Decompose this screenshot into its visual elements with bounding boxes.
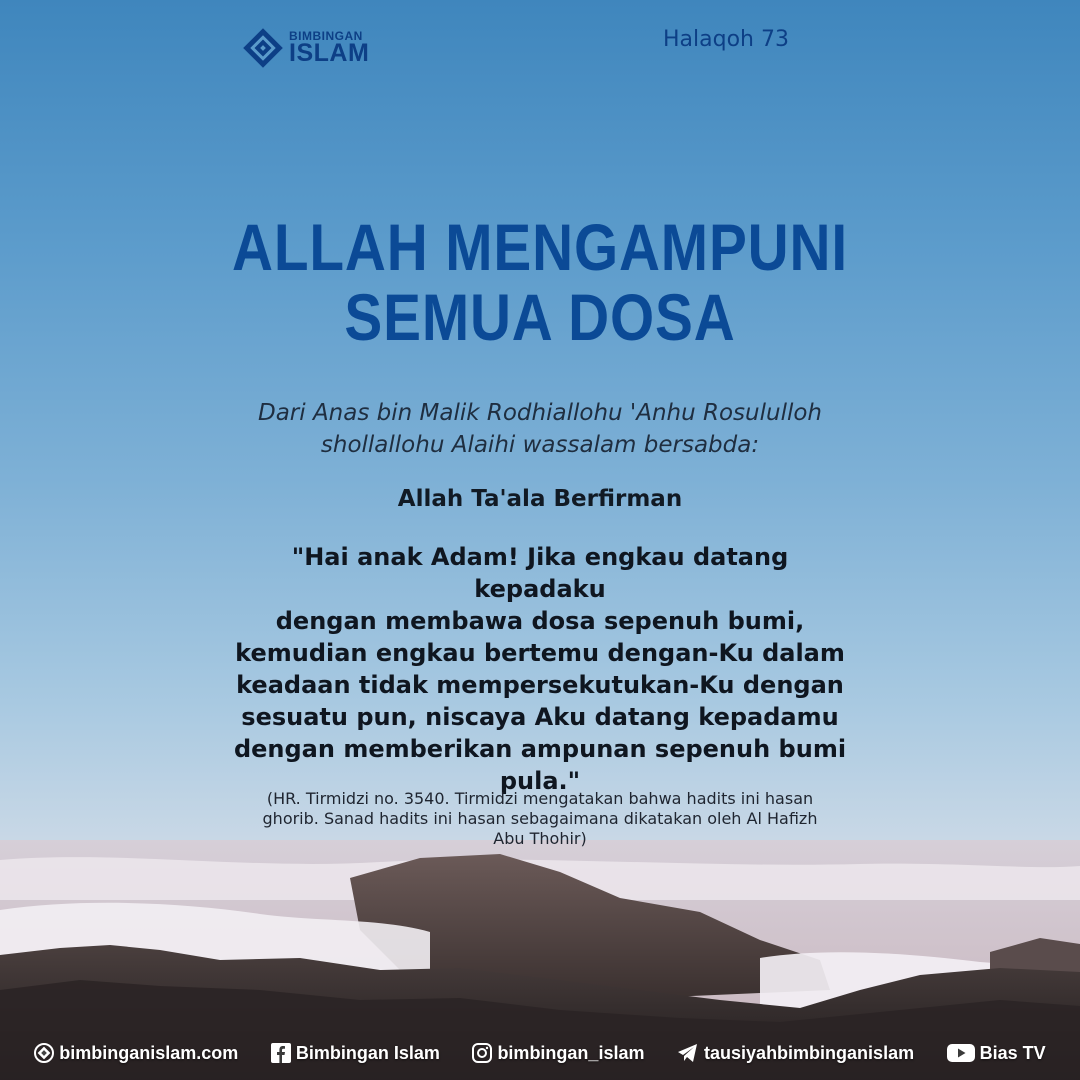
quote-line-7: pula." xyxy=(499,767,581,795)
logo-line-1: BIMBINGAN xyxy=(289,29,363,43)
narrator-line-2: shollallohu Alaihi wassalam bersabda: xyxy=(320,432,760,458)
brand-logo xyxy=(243,28,369,68)
facebook-icon xyxy=(271,1043,291,1063)
telegram-label: tausiyahbimbinganislam xyxy=(704,1042,915,1063)
quote-line-4: keadaan tidak mempersekutukan-Ku dengan xyxy=(236,671,844,699)
facebook-label: Bimbingan Islam xyxy=(295,1042,440,1063)
logo-wordmark xyxy=(289,30,369,66)
narrator-text xyxy=(200,397,880,461)
page-title xyxy=(76,212,1005,352)
quote-line-6: dengan memberikan ampunan sepenuh bumi xyxy=(233,735,847,763)
quote-line-5: sesuatu pun, niscaya Aku datang kepadamu xyxy=(241,703,839,731)
quote-line-3: kemudian engkau bertemu dengan-Ku dalam xyxy=(235,639,845,667)
youtube-link[interactable] xyxy=(947,1043,1046,1064)
bimbingan-islam-logo-icon xyxy=(243,28,283,68)
reference-line-2: ghorib. Sanad hadits ini hasan sebagaimana dikatakan oleh Al Hafizh xyxy=(262,809,818,828)
instagram-label: bimbingan_islam xyxy=(497,1042,645,1063)
facebook-link[interactable] xyxy=(271,1043,440,1064)
firman-heading: Allah Ta'ala Berfirman xyxy=(397,486,683,512)
hadith-quote xyxy=(225,541,855,797)
instagram-icon xyxy=(472,1043,492,1063)
title-line-1: ALLAH MENGAMPUNI xyxy=(231,210,849,284)
quote-line-2: dengan membawa dosa sepenuh bumi, xyxy=(275,607,805,635)
youtube-label: Bias TV xyxy=(979,1042,1046,1063)
reference-line-3: Abu Thohir) xyxy=(493,829,587,848)
narrator-line-1: Dari Anas bin Malik Rodhiallohu 'Anhu Rosululloh xyxy=(257,400,823,426)
website-link[interactable] xyxy=(34,1043,238,1064)
hadith-reference xyxy=(215,789,865,849)
quote-line-1: "Hai anak Adam! Jika engkau datang kepadaku xyxy=(291,543,789,603)
website-label: bimbinganislam.com xyxy=(59,1042,239,1063)
telegram-icon xyxy=(677,1043,699,1063)
reference-line-1: (HR. Tirmidzi no. 3540. Tirmidzi mengatakan bahwa hadits ini hasan xyxy=(266,789,814,808)
halaqoh-label: Halaqoh 73 xyxy=(663,27,789,52)
telegram-link[interactable] xyxy=(677,1043,914,1064)
instagram-link[interactable] xyxy=(472,1043,644,1064)
logo-line-2: ISLAM xyxy=(289,39,370,67)
title-line-2: SEMUA DOSA xyxy=(344,280,736,354)
globe-logo-icon xyxy=(34,1043,54,1063)
youtube-icon xyxy=(947,1043,975,1063)
social-footer xyxy=(0,1026,1080,1080)
